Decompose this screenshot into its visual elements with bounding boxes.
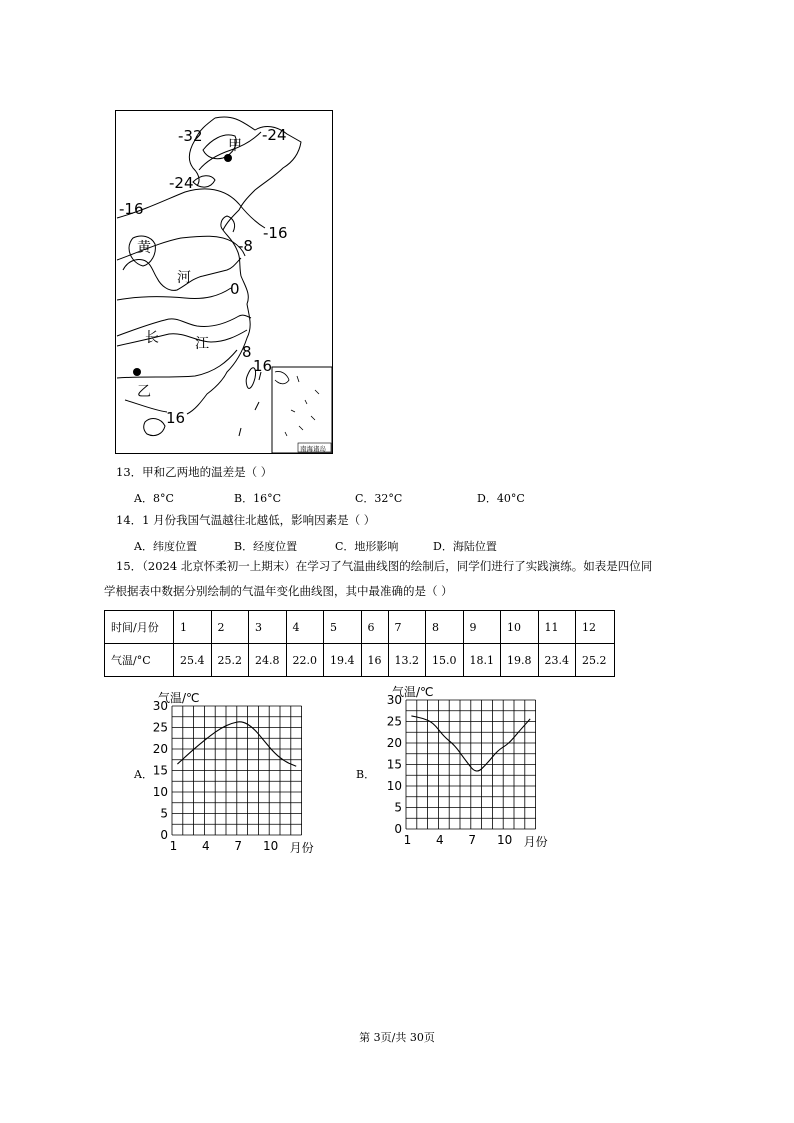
chart-option-b[interactable] — [372, 676, 572, 860]
x-tick-label: 4 — [201, 839, 210, 853]
table-cell: 25.2 — [576, 644, 615, 677]
table-cell: 4 — [286, 611, 324, 644]
question-15-line2: 学根据表中数据分别绘制的气温年变化曲线图，其中最准确的是（ ） — [104, 584, 453, 598]
table-cell: 25.4 — [174, 644, 212, 677]
y-tick-label: 5 — [160, 806, 168, 821]
isotherm-label: -32 — [178, 127, 203, 145]
point-jia — [224, 154, 232, 162]
x-tick-label: 7 — [234, 839, 243, 853]
isotherm-label: 16 — [253, 357, 273, 375]
isotherm-label: 16 — [166, 409, 186, 427]
table-cell: 23.4 — [538, 644, 576, 677]
y-tick-label: 5 — [394, 800, 402, 815]
option-14-c[interactable]: C．地形影响 — [335, 540, 399, 553]
option-13-a[interactable]: A．8°C — [134, 492, 174, 505]
place-label-jiang: 江 — [195, 336, 209, 352]
place-label-yi: 乙 — [137, 384, 151, 400]
question-15 — [116, 558, 652, 574]
table-cell: 19.8 — [501, 644, 539, 677]
place-label-chang: 长 — [145, 330, 159, 346]
table-cell: 5 — [324, 611, 362, 644]
table-cell: 8 — [426, 611, 464, 644]
x-axis-label: 月份 — [289, 841, 314, 855]
table-cell: 6 — [361, 611, 388, 644]
south-china-sea-inset — [272, 367, 332, 453]
place-label-he: 河 — [177, 270, 191, 286]
y-tick-label: 0 — [160, 828, 168, 842]
table-cell: 12 — [576, 611, 615, 644]
y-tick-label: 10 — [152, 785, 168, 799]
table-cell: 3 — [249, 611, 287, 644]
y-tick-label: 0 — [394, 822, 402, 836]
y-tick-label: 15 — [386, 757, 402, 772]
option-14-a[interactable]: A．纬度位置 — [134, 540, 197, 553]
question-14 — [116, 512, 375, 528]
table-cell: 16 — [361, 644, 388, 677]
table-cell: 7 — [388, 611, 426, 644]
isotherm-map — [115, 110, 333, 454]
table-cell: 18.1 — [463, 644, 501, 677]
y-tick-label: 15 — [152, 763, 168, 778]
isotherm-label: -8 — [238, 237, 253, 255]
table-row — [105, 644, 615, 677]
question-number: 15． — [116, 559, 143, 573]
question-number: 13． — [116, 465, 143, 479]
temperature-table — [104, 610, 615, 677]
x-tick-label: 1 — [403, 833, 412, 847]
question-text: 甲和乙两地的温差是（ ） — [142, 465, 273, 479]
point-yi — [133, 368, 141, 376]
x-tick-label: 10 — [262, 839, 279, 853]
table-cell: 25.2 — [211, 644, 249, 677]
option-13-d[interactable]: D．40°C — [477, 492, 525, 505]
row-header: 时间/月份 — [105, 611, 174, 644]
option-13-b[interactable]: B．16°C — [234, 492, 281, 505]
table-cell: 13.2 — [388, 644, 426, 677]
question-text-line1: （2024 北京怀柔初一上期末）在学习了气温曲线图的绘制后，同学们进行了实践演练。如表是四位同 — [142, 559, 653, 573]
table-row — [105, 611, 615, 644]
table-cell: 9 — [463, 611, 501, 644]
y-tick-label: 20 — [386, 736, 402, 750]
option-15-a[interactable]: A． — [134, 768, 153, 781]
y-tick-label: 30 — [386, 693, 402, 707]
place-label-huang: 黄 — [137, 240, 151, 256]
x-axis-label: 月份 — [523, 835, 548, 849]
table-cell: 10 — [501, 611, 539, 644]
y-tick-label: 20 — [152, 742, 168, 756]
isotherm-label: -24 — [262, 126, 287, 144]
x-tick-label: 7 — [468, 833, 477, 847]
y-tick-label: 25 — [386, 714, 402, 729]
isotherm-label: 8 — [242, 343, 252, 361]
y-tick-label: 25 — [152, 720, 168, 735]
y-tick-label: 30 — [152, 699, 168, 713]
option-15-b[interactable]: B． — [356, 768, 376, 781]
option-14-b[interactable]: B．经度位置 — [234, 540, 298, 553]
table-cell: 22.0 — [286, 644, 324, 677]
question-13 — [116, 464, 272, 480]
option-14-d[interactable]: D．海陆位置 — [433, 540, 497, 553]
table-cell: 19.4 — [324, 644, 362, 677]
y-axis-label: 气温/℃ — [158, 691, 200, 705]
x-tick-label: 10 — [496, 833, 513, 847]
y-tick-label: 10 — [386, 779, 402, 793]
table-cell: 15.0 — [426, 644, 464, 677]
inset-caption: 南海诸岛 — [300, 445, 326, 453]
isotherm-label: -24 — [169, 174, 194, 192]
table-cell: 2 — [211, 611, 249, 644]
isotherm-label: -16 — [263, 224, 288, 242]
x-tick-label: 4 — [435, 833, 444, 847]
chart-option-a[interactable] — [150, 684, 350, 860]
table-cell: 1 — [174, 611, 212, 644]
isotherm-label: -16 — [119, 200, 144, 218]
question-number: 14． — [116, 513, 143, 527]
row-header: 气温/°C — [105, 644, 174, 677]
isotherm-label: 0 — [230, 280, 240, 298]
option-13-c[interactable]: C．32°C — [355, 492, 403, 505]
y-axis-label: 气温/℃ — [392, 685, 434, 699]
page-footer: 第 3页/共 30页 — [359, 1031, 435, 1044]
x-tick-label: 1 — [169, 839, 178, 853]
table-cell: 24.8 — [249, 644, 287, 677]
question-text: 1 月份我国气温越往北越低，影响因素是（ ） — [142, 513, 376, 527]
place-label-jia: 甲 — [228, 138, 242, 154]
table-cell: 11 — [538, 611, 576, 644]
